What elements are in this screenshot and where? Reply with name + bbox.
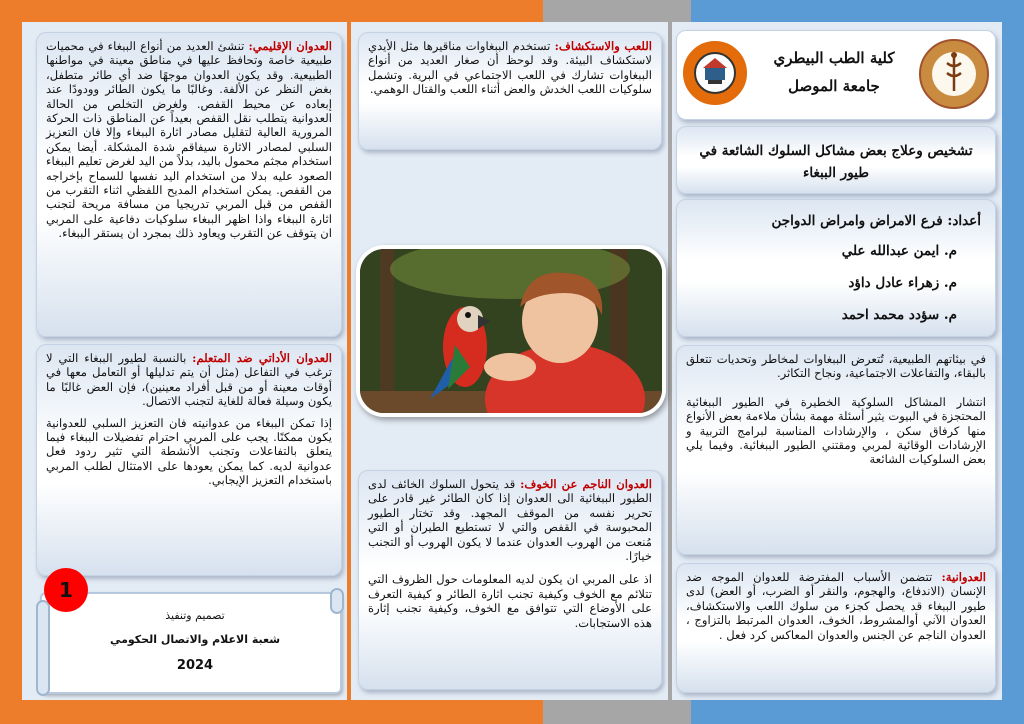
play-text: تستخدم الببغاوات مناقيرها مثل الأيدي لاستكشاف البيئة. وقد لوحظ أن صغار العديد من أنواع الببغاوات تشارك في اللعب الاجتماعي في البرية. وتشمل سلوكيات اللعب الخدش والعض أثناء اللعب والقتال الوهمي.: [368, 39, 652, 97]
college-logo: [919, 39, 989, 109]
authors-label: أعداد: فرع الامراض وامراض الدواجن: [771, 213, 981, 229]
page-title: تشخيص وعلاج بعض مشاكل السلوك الشائعة في طيور الببغاء: [699, 143, 973, 181]
university-name: جامعة الموصل: [788, 77, 880, 95]
intro-paragraph-2: انتشار المشاكل السلوكية الخطيرة في الطيور الببغائية المحتجزة في البيوت يثير أسئلة مهمة بشأن ملاءمة بعض الأنواع منها كرفاق سكن ، والإرشادات المناسبة لبرامج التربية و الإرشادات الوقائية لمربي ومقتني الطيور الببغائية. وفيما يلي بعض السلوكيات الشائعة: [686, 394, 986, 467]
territorial-heading: العدوان الإقليمي:: [248, 39, 332, 53]
fear-text: قد يتحول السلوك الخائف لدى الطيور الببغائية الى العدوان إذا كان الطائر غير قادر على تحرير نفسه من الموقف المجهد. وقد تختار الطيور المحبوسة في القفص والتي لا تستطيع الطيران أو التي مُنعت من الهروب العدوان عندما لا يكون الهروب أو التجنب خيارًا.: [368, 477, 652, 564]
title-card: [676, 126, 996, 194]
author-2: م. زهراء عادل داؤد: [848, 275, 957, 291]
fear-heading: العدوان الناجم عن الخوف:: [520, 477, 652, 491]
scroll-roll-right: [330, 588, 344, 614]
footer-text: [60, 604, 330, 680]
fear-paragraph-2: اذ على المربي ان يكون لديه المعلومات حول الظروف التي تتلائم مع الخوف وكيفية تجنب اثارة الطائر و كيفية التعرف على الأوضاع التي تتوافق مع الخوف، وكيفية تجنب إثارة هذه الاستجابات.: [368, 572, 652, 630]
boy-parrot-photo: [356, 245, 666, 417]
header-card: [676, 30, 996, 120]
aggression-heading: العدوانية:: [941, 570, 986, 584]
footer-year: 2024: [176, 658, 214, 673]
university-logo: [683, 41, 747, 105]
author-1: م. ايمن عبدالله علي: [841, 243, 957, 259]
footer-department: شعبة الاعلام والاتصال الحكومي: [109, 633, 281, 646]
dominance-heading: العدوان الأداتي ضد المتعلم:: [192, 351, 333, 365]
authors-card: [676, 199, 996, 337]
play-card: [358, 32, 662, 150]
scroll-roll-left: [36, 600, 50, 696]
author-3: م. سؤدد محمد احمد: [841, 307, 957, 323]
territorial-card: [36, 32, 342, 337]
boy-parrot-illustration: [360, 249, 662, 413]
play-heading: اللعب والاستكشاف:: [554, 39, 652, 53]
university-seal-icon: [686, 44, 744, 102]
vet-seal-icon: [921, 41, 987, 107]
dominance-paragraph-2: إذا تمكن الببغاء من عدوانيته فان التعزيز السلبي للعدوانية يكون ممكنًا. يجب على المربي احترام تفضيلات الببغاء فيما يتعلق بالتفاعلات وتجنب الأنشطة التي تثير ردود فعل عدوانية لديه. كما يمكن يعودها على الامتثال لطلب المربي باستخدام التعزيز الإيجابي.: [46, 415, 332, 488]
intro-card: [676, 345, 996, 555]
fear-card: [358, 470, 662, 690]
dominance-card: [36, 344, 342, 576]
aggression-card: [676, 563, 996, 693]
dominance-text: بالنسبة لطيور الببغاء التي لا ترغب في التفاعل (مثل أن يتم تدليلها أو التعامل معها في أوقات معينة أو من قبل أفراد معينين)، فإن العض غالبًا ما يكون وسيلة فعالة للغاية لتجنب الاتصال.: [46, 351, 332, 409]
intro-paragraph-1: في بيئاتهم الطبيعية، تُتعرض الببغاوات لمخاطر وتحديات تتعلق بالبقاء، والتفاعلات الاجتماعية، ونجاح التكاثر.: [686, 352, 986, 381]
footer-design-label: تصميم وتنفيذ: [165, 609, 225, 622]
territorial-text: تنشئ العديد من أنواع الببغاء في محميات طبيعية خاصة وتحافظ عليها في مناطق معينة في مواطنها الطبيعية. وقد يكون العدوان موجهًا ضد أي طائر متطفل، بغض النظر عن الألفة. وغالبًا ما يكون الطائر وودودًا عند إبعاده عن محيط القفص. ولغرض التخلص من الحالة العدوانية يتطلب نقل القفص بعيداً عن المناطق ذات الحركة المرورية العالية لتقليل مصادر اثارة الببغاء وإلا فان التعزيز السلبي لمصادر الاثارة سيفاقم شدة المشكلة. أيضا يمكن استخدام مجثم محمول باليد، بدلاً من اليد لغرض تعليم الببغاء الصعود عليه بدلا من استخدام اليد نفسها للسماح بإخراجه من القفص. يمكن استخدام المديح اللفظي اثناء التقرب من القفص من قبل المربي تدريجيا من مسافة مريحة لتجنب اثارة الببغاء واذا اظهر الببغاء سلوكيات دفاعية على المربي ان يتوقف عن التقرب ويعاود ذلك بمجرد ان يستقر الببغاء.: [46, 39, 332, 241]
aggression-text: تتضمن الأسباب المفترضة للعدوان الموجه ضد الإنسان (الاندفاع، والهجوم، والنقر أو الضرب، أو العض) لدى طيور الببغاء قد يحصل كجزء من سلوك اللعب والاستكشاف، العدوان الآني أوالمشروط، الخوف، العدوان المرتبط بالتزاوج ، العدوان الناجم عن الجنس والعدوان المعاكس كرد فعل .: [686, 570, 986, 642]
page-number: 1: [59, 578, 73, 602]
college-name: كلية الطب البيطري: [773, 49, 895, 67]
